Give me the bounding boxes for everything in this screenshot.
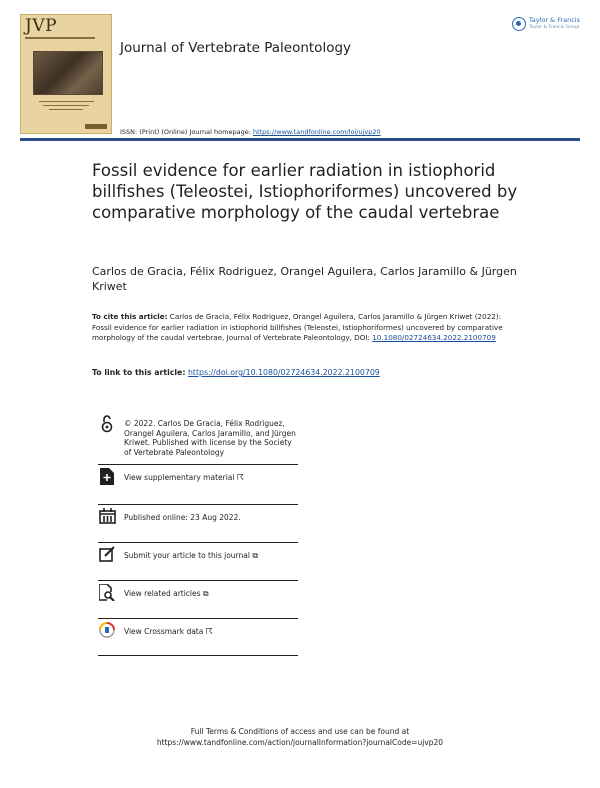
cover-publisher-mark — [85, 124, 107, 129]
taylor-francis-icon — [512, 17, 526, 31]
footer-terms-link[interactable]: https://www.tandfonline.com/action/journalInformation?journalCode=ujvp20 — [156, 738, 444, 747]
published-date: Published online: 23 Aug 2022. — [124, 513, 241, 522]
external-link-icon: ☈ — [236, 473, 245, 482]
journal-title[interactable]: Journal of Vertebrate Paleontology — [120, 40, 352, 56]
submit-icon — [98, 545, 116, 563]
external-link-icon: ☈ — [205, 627, 213, 636]
journal-cover-image[interactable] — [20, 14, 112, 134]
cover-photo — [33, 51, 103, 95]
cite-label: To cite this article: — [92, 312, 168, 321]
crossmark-label: View Crossmark data — [124, 627, 204, 636]
journal-homepage-link[interactable]: https://www.tandfonline.com/loi/ujvp20 — [252, 128, 381, 136]
license-item — [98, 413, 298, 465]
footer-terms-text: Full Terms & Conditions of access and use can be found at — [190, 727, 410, 736]
citation-block — [92, 312, 512, 344]
crossmark-icon — [98, 621, 116, 639]
search-articles-icon — [98, 583, 116, 601]
open-access-icon — [98, 415, 116, 433]
submit-label: Submit your article to this journal — [124, 551, 250, 560]
article-authors: Carlos de Gracia, Félix Rodriguez, Orangel Aguilera, Carlos Jaramillo & Jürgen Kriwet — [92, 265, 517, 293]
article-link-line — [92, 368, 380, 377]
external-link-icon: ⧉ — [202, 589, 209, 598]
footer — [0, 726, 600, 748]
related-articles-label: View related articles — [124, 589, 201, 598]
supplementary-item[interactable] — [98, 465, 298, 505]
cite-text: Carlos de Gracia, Félix Rodriguez, Orangel Aguilera, Carlos Jaramillo & Jürgen Kriwet (2022): Fossil evidence for earlier radiation in istiophorid billfishes (Teleostei, Istiophoriformes) uncovered by comparative morphology of the caudal vertebrae, Journal of Vertebrate Paleontology, DOI: — [92, 312, 503, 342]
supplementary-label: View supplementary material — [124, 473, 235, 482]
calendar-icon — [98, 507, 116, 525]
cover-text-line — [43, 105, 89, 106]
cover-title: JVP — [25, 16, 58, 36]
supplementary-icon — [98, 467, 116, 485]
publisher-line1: Taylor & Francis — [528, 16, 580, 24]
cover-text-line — [39, 101, 94, 102]
crossmark-item[interactable] — [98, 619, 298, 656]
cover-text-line — [49, 109, 83, 110]
taylor-francis-logo[interactable] — [512, 16, 580, 32]
license-text: © 2022. Carlos De Gracia, Félix Rodriguez, Orangel Aguilera, Carlos Jaramillo, and Jürgen Kriwet. Published with license by the Society of Vertebrate Paleontology — [124, 419, 296, 457]
issn-text: ISSN: (Print) (Online) Journal homepage: — [120, 128, 251, 136]
external-link-icon: ⧉ — [252, 551, 259, 560]
header-rule — [20, 138, 580, 141]
article-doi-link[interactable]: https://doi.org/10.1080/02724634.2022.2100709 — [187, 368, 380, 377]
published-item — [98, 505, 298, 543]
publisher-name — [529, 16, 580, 32]
publisher-line2: Taylor & Francis Group — [528, 25, 580, 30]
submit-item[interactable] — [98, 543, 298, 581]
cover-rule — [25, 37, 95, 39]
article-info-list — [98, 413, 298, 656]
cite-doi-link[interactable]: 10.1080/02724634.2022.2100709 — [372, 333, 496, 342]
related-articles-item[interactable] — [98, 581, 298, 619]
header — [20, 14, 580, 140]
article-title: Fossil evidence for earlier radiation in istiophorid billfishes (Teleostei, Istiophoriformes) uncovered by comparative morphology of the caudal vertebrae — [92, 161, 518, 222]
issn-line — [120, 128, 381, 136]
link-label: To link to this article: — [92, 368, 186, 377]
